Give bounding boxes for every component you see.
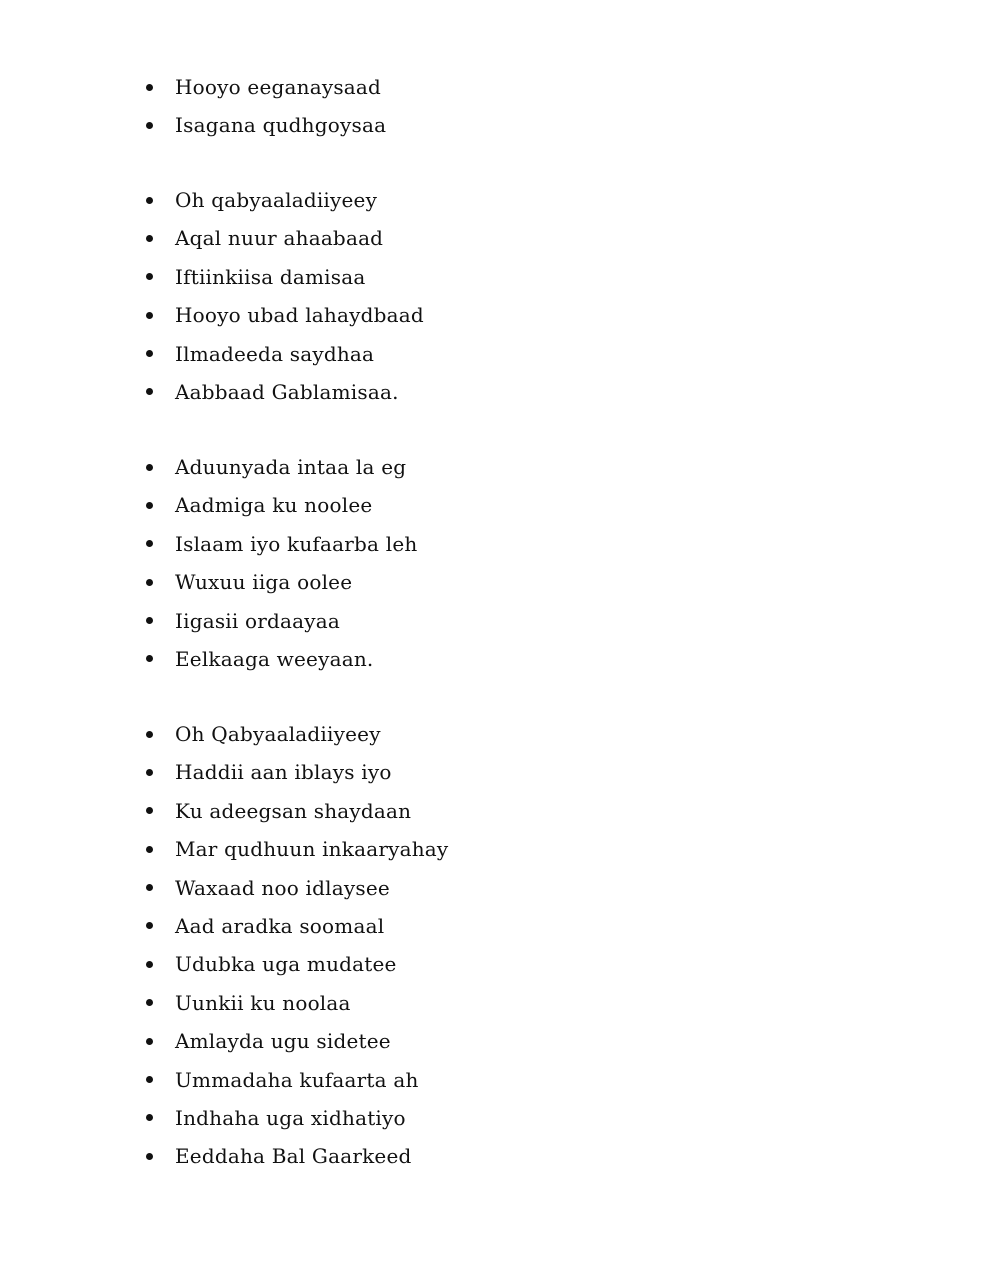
bullet-icon — [146, 1114, 153, 1121]
bullet-icon — [146, 731, 153, 738]
list-item — [140, 448, 417, 486]
list-item — [140, 640, 417, 678]
bullet-icon — [146, 807, 153, 814]
bullet-icon — [146, 197, 153, 204]
list-item — [140, 984, 448, 1022]
bullet-icon — [146, 769, 153, 776]
list-item — [140, 525, 417, 563]
line-text: Hooyo ubad lahaydbaad — [175, 303, 424, 328]
bullet-icon — [146, 999, 153, 1006]
bullet-icon — [146, 884, 153, 891]
list-item — [140, 1137, 448, 1175]
bullet-icon — [146, 464, 153, 471]
list-item — [140, 219, 424, 257]
line-text: Iftiinkiisa damisaa — [175, 264, 366, 289]
bullet-icon — [146, 312, 153, 319]
list-item — [140, 373, 424, 411]
line-text: Indhaha uga xidhatiyo — [175, 1105, 406, 1130]
bullet-icon — [146, 235, 153, 242]
line-text: Ilmadeeda saydhaa — [175, 341, 375, 366]
line-text: Uunkii ku noolaa — [175, 990, 351, 1015]
line-text: Oh Qabyaaladiiyeey — [175, 722, 381, 746]
line-text: Oh qabyaaladiiyeey — [175, 188, 378, 212]
list-item — [140, 1061, 448, 1099]
list-item — [140, 335, 424, 373]
line-text: Mar qudhuun inkaaryahay — [175, 837, 449, 862]
list-item — [140, 1022, 448, 1060]
line-text: Udubka uga mudatee — [175, 952, 397, 977]
list-item — [140, 181, 424, 219]
stanza-4 — [140, 715, 448, 1176]
line-text: Ku adeegsan shaydaan — [175, 798, 412, 823]
bullet-icon — [146, 1153, 153, 1160]
line-text: Aadmiga ku noolee — [175, 493, 373, 518]
line-text: Eelkaaga weeyaan. — [175, 646, 374, 671]
line-text: Aad aradka soomaal — [175, 913, 385, 938]
list-item — [140, 68, 386, 106]
bullet-icon — [146, 922, 153, 929]
bullet-icon — [146, 617, 153, 624]
bullet-icon — [146, 388, 153, 395]
list-item — [140, 602, 417, 640]
line-text: Hooyo eeganaysaad — [175, 75, 382, 99]
bullet-icon — [146, 579, 153, 586]
stanza-3 — [140, 448, 417, 678]
stanza-2 — [140, 181, 424, 411]
line-text: Amlayda ugu sidetee — [175, 1029, 391, 1054]
line-text: Waxaad noo idlaysee — [175, 875, 390, 900]
bullet-icon — [146, 846, 153, 853]
bullet-icon — [146, 273, 153, 280]
bullet-icon — [146, 84, 153, 91]
list-item — [140, 753, 448, 791]
bullet-icon — [146, 502, 153, 509]
line-text: Aqal nuur ahaabaad — [175, 226, 384, 251]
list-item — [140, 945, 448, 983]
line-text: Isagana qudhgoysaa — [175, 113, 387, 138]
list-item — [140, 486, 417, 524]
list-item — [140, 907, 448, 945]
bullet-icon — [146, 350, 153, 357]
line-text: Ummadaha kufaarta ah — [175, 1067, 419, 1092]
list-item — [140, 296, 424, 334]
bullet-icon — [146, 540, 153, 547]
list-item — [140, 830, 448, 868]
bullet-icon — [146, 655, 153, 662]
list-item — [140, 258, 424, 296]
list-item — [140, 563, 417, 601]
bullet-icon — [146, 961, 153, 968]
list-item — [140, 715, 448, 753]
line-text: Aabbaad Gablamisaa. — [175, 379, 399, 404]
line-text: Wuxuu iiga oolee — [175, 570, 353, 595]
list-item — [140, 1099, 448, 1137]
list-item — [140, 869, 448, 907]
line-text: Eeddaha Bal Gaarkeed — [175, 1144, 412, 1169]
line-text: Iigasii ordaayaa — [175, 608, 341, 633]
bullet-icon — [146, 1038, 153, 1045]
line-text: Aduunyada intaa la eg — [175, 455, 407, 479]
bullet-icon — [146, 122, 153, 129]
list-item — [140, 106, 386, 144]
line-text: Haddii aan iblays iyo — [175, 760, 392, 785]
stanza-1 — [140, 68, 386, 145]
line-text: Islaam iyo kufaarba leh — [175, 531, 418, 556]
bullet-icon — [146, 1076, 153, 1083]
list-item — [140, 792, 448, 830]
